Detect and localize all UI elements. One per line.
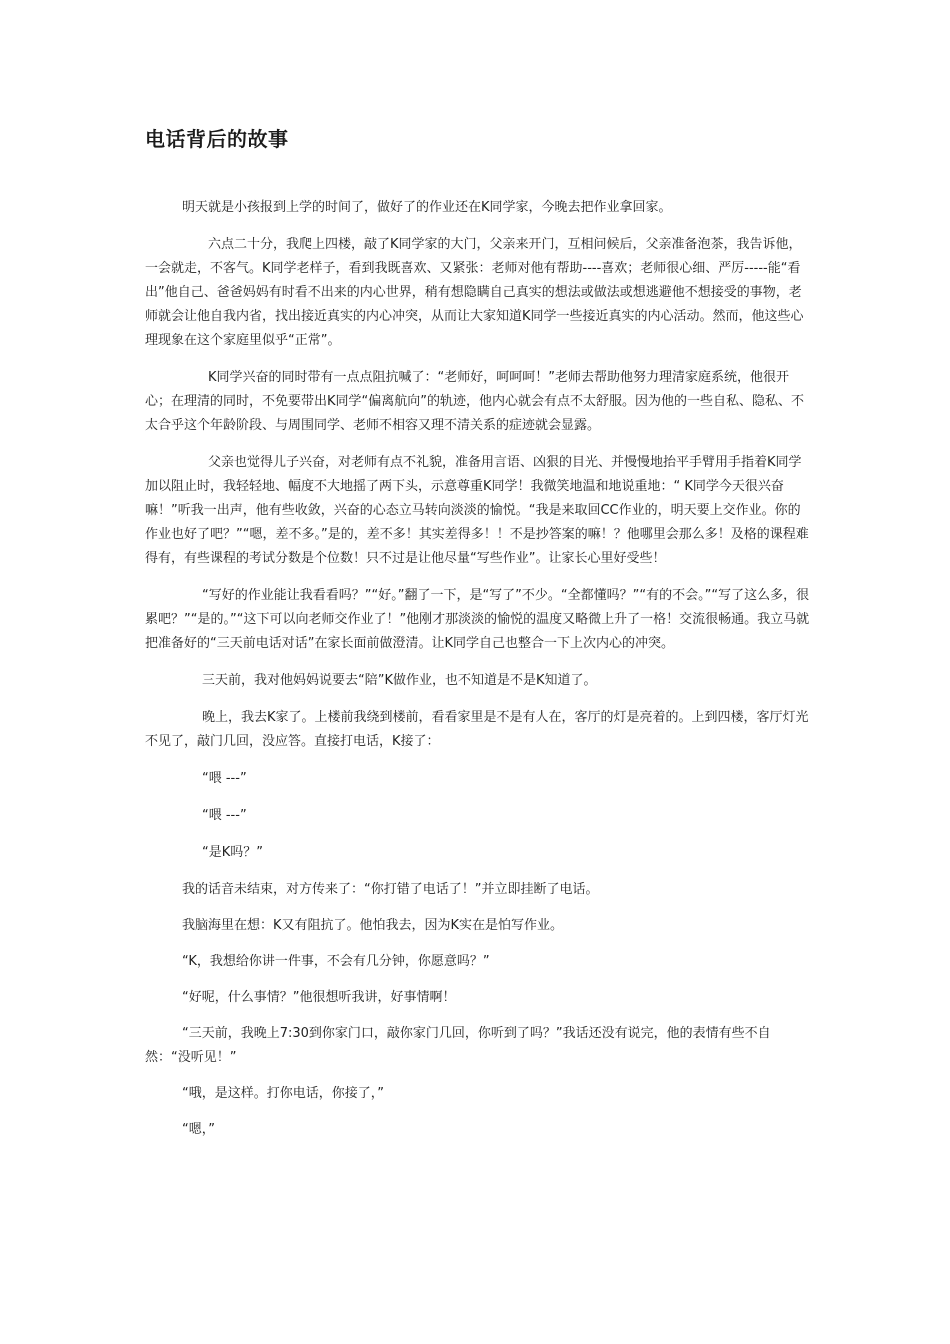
- paragraph: “嗯，”: [182, 1122, 215, 1137]
- dialog-line: “喂 ---”: [202, 808, 247, 823]
- paragraph: 晚上，我去K家了。上楼前我绕到楼前，看看家里是不是有人在，客厅的灯是亮着的。上到四楼，客厅灯光不见了，敲门几回，没应答。直接打电话，K接了：: [145, 710, 809, 749]
- paragraph: “好呢，什么事情？”他很想听我讲，好事情啊！: [182, 990, 456, 1005]
- paragraph: 三天前，我对他妈妈说要去“陪”K做作业，也不知道是不是K知道了。: [202, 673, 597, 688]
- paragraph: “K，我想给你讲一件事，不会有几分钟，你愿意吗？”: [182, 954, 490, 969]
- paragraph: 我脑海里在想：K又有阻抗了。他怕我去，因为K实在是怕写作业。: [182, 918, 564, 933]
- paragraph: 明天就是小孩报到上学的时间了，做好了的作业还在K同学家，今晚去把作业拿回家。: [182, 200, 672, 215]
- paragraph: “哦，是这样。打你电话，你接了，”: [182, 1086, 384, 1101]
- dialog-line: “是K吗？”: [202, 845, 263, 860]
- paragraph: “写好的作业能让我看看吗？”“好。”翻了一下，是“写了”不少。“全都懂吗？”“有的不会。”“写了这么多，很累吧？”“是的。”“这下可以向老师交作业了！”他刚才那淡淡的愉悦的温度又略微上升了一格！交流很畅通。我立马就把准备好的“三天前电话对话”在家长面前做澄清。让K同学自己也整合一下上次内心的冲突。: [145, 588, 810, 651]
- paragraph: K同学兴奋的同时带有一点点阻抗喊了：“老师好，呵呵呵！”老师去帮助他努力理清家庭系统，他很开心；在理清的同时，不免要带出K同学“偏离航向”的轨迹，他内心就会有点不太舒服。因为他的一些自私、隐私、不太合乎这个年龄阶段、与周围同学、老师不相容又理不清关系的症迹就会显露。: [145, 370, 804, 433]
- document-title: 电话背后的故事: [145, 127, 289, 151]
- paragraph: 我的话音未结束，对方传来了：“你打错了电话了！”并立即挂断了电话。: [182, 882, 599, 897]
- dialog-line: “喂 ---”: [202, 771, 247, 786]
- paragraph: 父亲也觉得儿子兴奋，对老师有点不礼貌，准备用言语、凶狠的目光、并慢慢地抬平手臂用手指着K同学加以阻止时，我轻轻地、幅度不大地摇了两下头，示意尊重K同学！我微笑地温和地说重地：“ K同学今天很兴奋嘛！”听我一出声，他有些收敛，兴奋的心态立马转向淡淡的愉悦。“我是来取回CC作业的，明天要上交作业。你的作业也好了吧？”“嗯，差不多。”是的，差不多！其实差得多！！不是抄答案的嘛！？他哪里会那么多！及格的课程难得有，有些课程的考试分数是个位数！只不过是让他尽量“写些作业”。让家长心里好受些！: [145, 455, 809, 566]
- paragraph: “三天前，我晚上7:30到你家门口，敲你家门几回，你听到了吗？”我话还没有说完，他的表情有些不自然：“没听见！”: [145, 1026, 771, 1065]
- paragraph: 六点二十分，我爬上四楼，敲了K同学家的大门，父亲来开门，互相问候后，父亲准备泡茶，我告诉他，一会就走，不客气。K同学老样子，看到我既喜欢、又紧张：老师对他有帮助----喜欢；老师很心细、严厉-----能“看出”他自己、爸爸妈妈有时看不出来的内心世界，稍有想隐瞒自己真实的想法或做法或想逃避他不想接受的事物，老师就会让他自我内省，找出接近真实的内心冲突，从而让大家知道K同学一些接近真实的内心活动。然而，他这些心理现象在这个家庭里似乎“正常”。: [145, 237, 804, 348]
- document-body: [145, 196, 813, 1154]
